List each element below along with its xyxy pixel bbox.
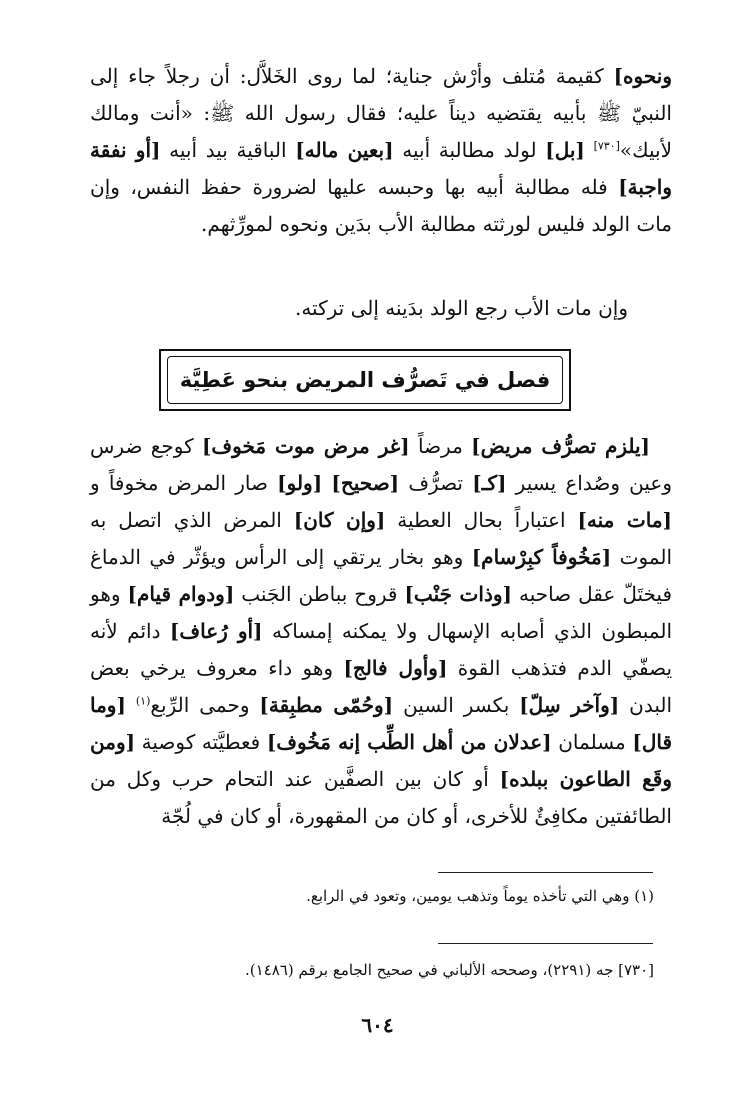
hadith-ref-marker: [٧٣٠]: [593, 139, 620, 153]
bracket-term: [كـ]: [472, 471, 507, 495]
text-run: فله مطالبة أبيه بها وحبسه عليها لضرورة حفظ النفس، وإن مات الولد فليس لورثته مطالبة الأب بدَين ونحوه لمورِّثهم.: [90, 175, 672, 236]
text-run: كقيمة مُتلف وأرْش جناية؛ لما روى الخَلاَّل: أن رجلاً جاء إلى النبيّ ﷺ بأبيه يقتضيه ديناً عليه؛ فقال رسول الله ﷺ: «أنت ومالك لأبيك»: [90, 64, 672, 162]
bracket-term: [بل]: [545, 138, 585, 162]
text-run: الباقية بيد أبيه: [160, 138, 296, 162]
paragraph-father-dies: [90, 290, 672, 327]
footnote-marker: (١): [135, 694, 151, 708]
bracket-term: [بعين ماله]: [295, 138, 394, 162]
chapter-heading-frame: [159, 349, 571, 411]
page-number: ٦٠٤: [361, 1013, 394, 1037]
paragraph-debt-of-father: [90, 58, 672, 243]
bracket-term: [ومن وقَع الطاعون ببلده]: [90, 730, 672, 791]
bracket-term: [وذات جَنْب]: [404, 582, 512, 606]
bracket-term: [وآخر سِلّ]: [519, 693, 620, 717]
chapter-heading-inner-frame: [167, 356, 563, 404]
footnote-separator: [438, 872, 653, 873]
bracket-term: [وإن كان]: [293, 508, 386, 532]
bracket-term: [صحيح]: [331, 471, 400, 495]
text-run: وإن مات الأب رجع الولد بدَينه إلى تركته.: [294, 296, 628, 320]
reference-note: [٧٣٠] جه (٢٢٩١)، وصححه الألباني في صحيح الجامع برقم (١٤٨٦).: [245, 961, 654, 979]
bracket-term: [ودوام قيام]: [127, 582, 235, 606]
bracket-term: [وحُمّى مطبِقة]: [259, 693, 394, 717]
bracket-term: [أو رُعاف]: [169, 619, 263, 643]
chapter-heading: فصل في تَصرُّف المريض بنحو عَطِيَّة: [179, 368, 551, 392]
bracket-term: [وأول فالج]: [343, 656, 448, 680]
bracket-term: ونحوه]: [613, 64, 672, 88]
reference-separator: [438, 943, 653, 944]
bracket-term: [مَخُوفاً كبِرْسام]: [471, 545, 612, 569]
footnote-1: (١) وهي التي تأخذه يوماً وتذهب يومين، وتعود في الرابع.: [306, 887, 654, 905]
bracket-term: [مات منه]: [577, 508, 672, 532]
text-run: لولد مطالبة أبيه: [393, 138, 546, 162]
paragraph-sick-disposal: [يلزم تصرُّف مريض] مرضاً [غر مرض موت مَخوف] كوجع ضرس وعين وصُداع يسير [كـ] تصرُّف [صحيح] [ولو] صار المرض مخوفاً و [مات منه] اعتباراً بحال العطية [وإن كان] المرض الذي اتصل به الموت [مَخُوفاً كبِرْسام] وهو بخار يرتقي إلى الرأس ويؤثّر في الدماغ فيختَلّ عقل صاحبه [وذات جَنْب] قروح بباطن الجَنب [ودوام قيام] وهو المبطون الذي أصابه الإسهال ولا يمكنه إمساكه [أو رُعاف] دائم لأنه يصفّي الدم فتذهب القوة [وأول فالج] وهو داء معروف يرخي بعض البدن [وآخر سِلّ] بكسر السين [وحُمّى مطبِقة] وحمى الرِّبع$^{(١)}$ [وما قال] مسلمان [عدلان من أهل الطِّب إنه مَخُوف] فعطيَّته كوصية [ومن وقَع الطاعون ببلده] أو كان بين الصفَّين عند التحام حرب وكل من الطائفتين مكافِئٌ للأخرى، أو كان من المقهورة، أو كان في لُجّة: [90, 434, 673, 828]
bracket-term: [يلزم تصرُّف مريض]: [471, 434, 651, 458]
bracket-term: [وما قال]: [90, 693, 673, 754]
bracket-term: [غر مرض موت مَخوف]: [201, 434, 410, 458]
bracket-term: [عدلان من أهل الطِّب إنه مَخُوف]: [266, 730, 552, 754]
bracket-term: [أو نفقة واجبة]: [90, 138, 672, 199]
bracket-term: [ولو]: [277, 471, 323, 495]
